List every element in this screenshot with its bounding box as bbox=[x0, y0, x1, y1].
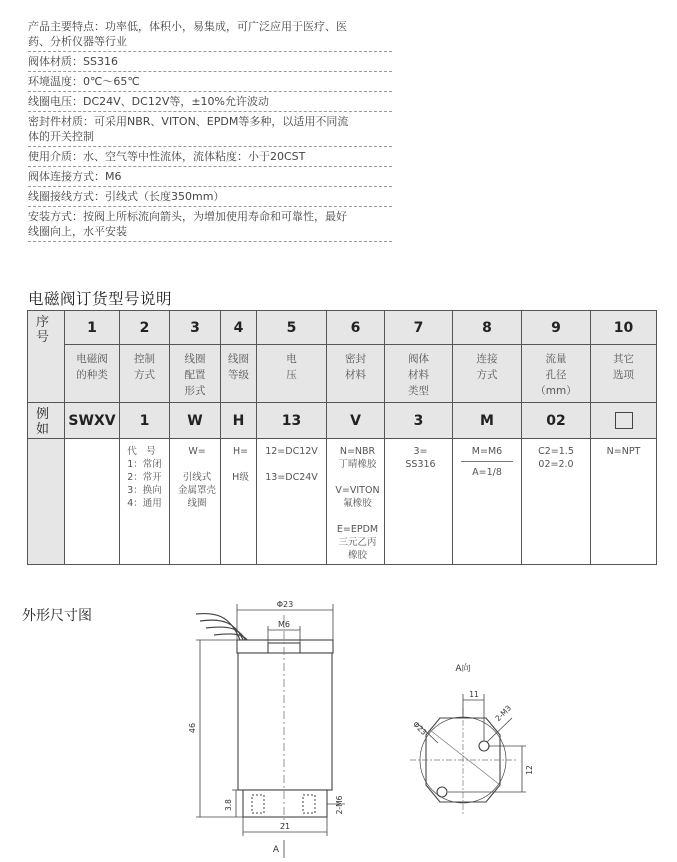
column-description: 密封 材料 bbox=[327, 345, 385, 403]
column-description: 线圈 配置 形式 bbox=[170, 345, 221, 403]
column-number: 6 bbox=[327, 311, 385, 345]
view-dim-height: 12 bbox=[525, 765, 534, 775]
feature-list bbox=[28, 17, 392, 242]
column-number: 2 bbox=[120, 311, 170, 345]
bottom-view bbox=[410, 708, 518, 815]
column-number: 3 bbox=[170, 311, 221, 345]
column-description: 电 压 bbox=[257, 345, 327, 403]
dimension-drawing bbox=[0, 590, 677, 862]
column-number: 1 bbox=[65, 311, 120, 345]
feature-item: 安装方式：按阀上所标流向箭头，为增加使用寿命和可靠性，最好 线圈向上，水平安装 bbox=[28, 207, 392, 242]
column-number: 8 bbox=[453, 311, 522, 345]
example-code: 02 bbox=[522, 403, 591, 439]
options-cell: M=M6 A=1/8 bbox=[453, 439, 522, 565]
options-cell: 12=DC12V 13=DC24V bbox=[257, 439, 327, 565]
dim-body-diameter: Φ23 bbox=[276, 600, 294, 609]
feature-item: 线圈电压：DC24V、DC12V等，±10%允许波动 bbox=[28, 92, 392, 112]
order-section-title: 电磁阀订货型号说明 bbox=[28, 290, 173, 308]
example-row bbox=[28, 403, 657, 439]
empty-checkbox-icon bbox=[615, 412, 633, 429]
feature-item: 密封件材质：可采用NBR、VITON、EPDM等多种，以适用不同流 体的开关控制 bbox=[28, 112, 392, 147]
feature-item: 环境温度：0℃～65℃ bbox=[28, 72, 392, 92]
dim-base-height: 3.8 bbox=[224, 799, 233, 811]
options-cell: N=NBR 丁晴橡胶 V=VITON 氟橡胶 E=EPDM 三元乙丙 橡胶 bbox=[327, 439, 385, 565]
dim-port-thread: 2-M6 bbox=[335, 795, 344, 815]
options-cell: W= 引线式 金属罩壳 线圈 bbox=[170, 439, 221, 565]
column-description: 流量 孔径 （mm） bbox=[522, 345, 591, 403]
feature-item: 阀体材质：SS316 bbox=[28, 52, 392, 72]
example-code: W bbox=[170, 403, 221, 439]
column-number: 9 bbox=[522, 311, 591, 345]
column-number: 4 bbox=[221, 311, 257, 345]
example-code: M bbox=[453, 403, 522, 439]
column-description: 连接 方式 bbox=[453, 345, 522, 403]
number-row bbox=[28, 311, 657, 345]
options-row bbox=[28, 439, 657, 565]
column-description: 控制 方式 bbox=[120, 345, 170, 403]
example-code-empty bbox=[591, 403, 657, 439]
column-number: 5 bbox=[257, 311, 327, 345]
options-cell: N=NPT bbox=[591, 439, 657, 565]
example-code: 13 bbox=[257, 403, 327, 439]
seq-label: 序 号 bbox=[28, 311, 65, 403]
dim-height: 46 bbox=[188, 722, 197, 734]
column-description: 其它 选项 bbox=[591, 345, 657, 403]
dim-base-width: 21 bbox=[279, 822, 291, 831]
options-cell: 代 号 1：常闭 2：常开 3：换向 4：通用 bbox=[120, 439, 170, 565]
options-cell: 3= SS316 bbox=[385, 439, 453, 565]
dim-thread: M6 bbox=[278, 620, 290, 629]
example-code: SWXV bbox=[65, 403, 120, 439]
valve-body bbox=[237, 640, 333, 817]
feature-item: 使用介质：水、空气等中性流体，流体粘度：小于20CST bbox=[28, 147, 392, 167]
example-code: H bbox=[221, 403, 257, 439]
view-dim-diameter: Φ23 bbox=[411, 719, 429, 737]
view-dim-holes: 2-M3 bbox=[493, 703, 514, 724]
example-label: 例 如 bbox=[28, 403, 65, 439]
example-code: 3 bbox=[385, 403, 453, 439]
view-label: A向 bbox=[455, 664, 471, 674]
column-description: 电磁阀 的种类 bbox=[65, 345, 120, 403]
column-description: 线圈 等级 bbox=[221, 345, 257, 403]
column-description: 阀体 材料 类型 bbox=[385, 345, 453, 403]
options-cell: C2=1.5 02=2.0 bbox=[522, 439, 591, 565]
feature-item: 产品主要特点：功率低，体积小，易集成，可广泛应用于医疗、医 药、分析仪器等行业 bbox=[28, 17, 392, 52]
options-cell: H= H级 bbox=[221, 439, 257, 565]
example-code: V bbox=[327, 403, 385, 439]
options-cell bbox=[65, 439, 120, 565]
feature-item: 线圈接线方式：引线式（长度350mm） bbox=[28, 187, 392, 207]
view-arrow-label: A bbox=[272, 845, 280, 855]
options-blank bbox=[28, 439, 65, 565]
column-number: 10 bbox=[591, 311, 657, 345]
dimension-title: 外形尺寸图 bbox=[22, 608, 92, 624]
description-row bbox=[28, 345, 657, 403]
column-number: 7 bbox=[385, 311, 453, 345]
feature-item: 阀体连接方式：M6 bbox=[28, 167, 392, 187]
example-code: 1 bbox=[120, 403, 170, 439]
order-code-table bbox=[27, 310, 657, 565]
view-dim-width: 11 bbox=[469, 690, 479, 699]
